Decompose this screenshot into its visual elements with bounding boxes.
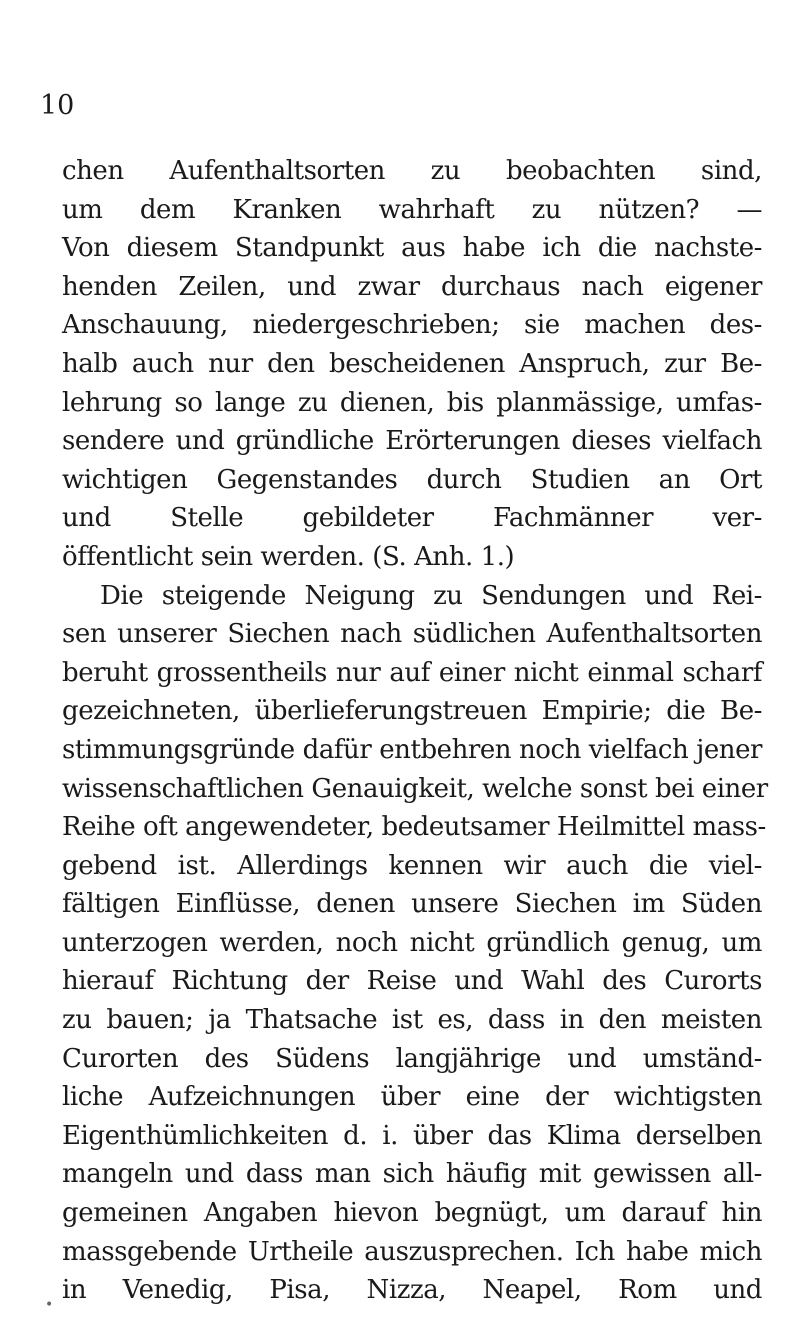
text-line: sen unserer Siechen nach südlichen Aufenthaltsorten	[62, 619, 762, 650]
text-line: Eigenthümlichkeiten d. i. über das Klima derselben	[62, 1120, 762, 1151]
text-line: wissenschaftlichen Genauigkeit, welche sonst bei einer	[62, 773, 768, 804]
text-line: hierauf Richtung der Reise und Wahl des Curorts	[62, 966, 762, 997]
footer-mark: •	[45, 1297, 54, 1313]
text-line: sendere und gründliche Erörterungen dieses vielfach	[62, 426, 762, 457]
text-line: beruht grossentheils nur auf einer nicht einmal scharf	[62, 657, 762, 688]
page-number: 10	[40, 90, 75, 121]
text-line: lehrung so lange zu dienen, bis planmässige, umfas-	[62, 387, 762, 418]
text-line: stimmungsgründe dafür entbehren noch vielfach jener	[62, 734, 762, 765]
text-line: wichtigen Gegenstandes durch Studien an Ort	[62, 464, 762, 495]
text-line: in Venedig, Pisa, Nizza, Neapel, Rom und	[62, 1275, 762, 1306]
text-line: öffentlicht sein werden. (S. Anh. 1.)	[62, 541, 515, 572]
text-line: Anschauung, niedergeschrieben; sie machen des-	[62, 310, 762, 341]
text-line: chen Aufenthaltsorten zu beobachten sind,	[62, 156, 762, 186]
text-line: Reihe oft angewendeter, bedeutsamer Heilmittel mass-	[62, 812, 766, 843]
text-line: Curorten des Südens langjährige und umständ-	[62, 1043, 762, 1074]
text-line: henden Zeilen, und zwar durchaus nach eigener	[62, 271, 762, 302]
text-line: Die steigende Neigung zu Sendungen und Rei-	[100, 580, 762, 611]
text-line: massgebende Urtheile auszusprechen. Ich habe mich	[62, 1236, 762, 1267]
text-line: halb auch nur den bescheidenen Anspruch, zur Be-	[62, 348, 762, 379]
text-line: liche Aufzeichnungen über eine der wichtigsten	[62, 1082, 762, 1113]
text-line: Von diesem Standpunkt aus habe ich die nachste-	[62, 233, 762, 264]
text-line: gemeinen Angaben hievon begnügt, um darauf hin	[62, 1198, 762, 1229]
text-line: mangeln und dass man sich häufig mit gewissen all-	[62, 1159, 762, 1190]
text-line: fältigen Einflüsse, denen unsere Siechen im Süden	[62, 889, 762, 920]
text-line: unterzogen werden, noch nicht gründlich genug, um	[62, 927, 762, 958]
text-line: zu bauen; ja Thatsache ist es, dass in den meisten	[62, 1005, 762, 1036]
text-line: gezeichneten, überlieferungstreuen Empirie; die Be-	[62, 696, 762, 727]
text-line: und Stelle gebildeter Fachmänner ver-	[62, 503, 762, 534]
text-line: gebend ist. Allerdings kennen wir auch die viel-	[62, 850, 762, 881]
body-text	[62, 152, 768, 1310]
text-line: um dem Kranken wahrhaft zu nützen? —	[62, 194, 762, 225]
